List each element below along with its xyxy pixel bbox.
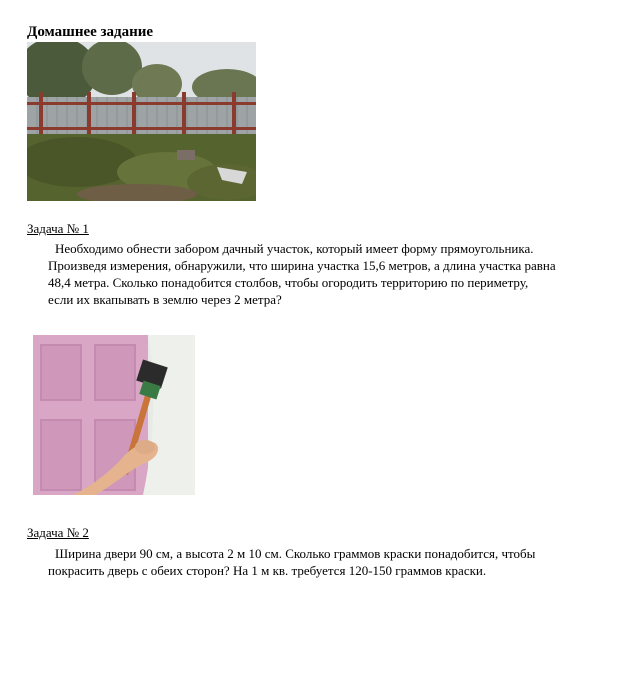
- task-1-text: [48, 240, 628, 308]
- task-2-text: [48, 545, 628, 579]
- task-1-line: Необходимо обнести забором дачный участок, который имеет форму прямоугольника.: [55, 241, 534, 256]
- task-1-heading: Задача № 1: [27, 221, 89, 236]
- task-1-line: если их вкапывать в землю через 2 метра?: [48, 292, 282, 307]
- garden-fence-photo: [27, 42, 256, 201]
- task-2-heading: Задача № 2: [27, 525, 89, 540]
- task-2-line: Ширина двери 90 см, а высота 2 м 10 см. Сколько граммов краски понадобится, чтобы: [55, 546, 536, 561]
- page-title: Домашнее задание: [27, 24, 154, 40]
- painting-door-photo: [33, 335, 195, 495]
- task-1-line: Произведя измерения, обнаружили, что ширина участка 15,6 метров, а длина участка равна: [48, 258, 556, 273]
- task-1-line: 48,4 метра. Сколько понадобится столбов, чтобы огородить территорию по периметру,: [48, 275, 529, 290]
- task-2-line: покрасить дверь с обеих сторон? На 1 м кв. требуется 120-150 граммов краски.: [48, 563, 487, 578]
